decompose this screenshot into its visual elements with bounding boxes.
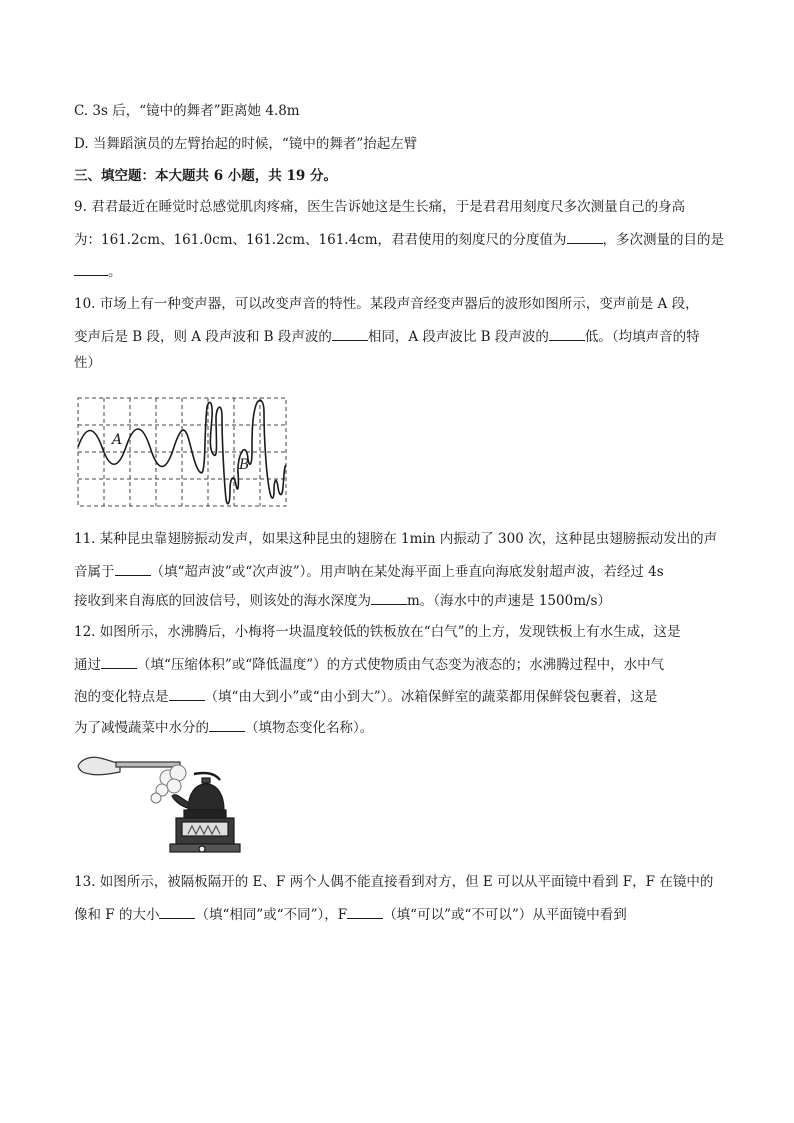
q12-text-e: 为了减慢蔬菜中水分的 — [74, 720, 209, 736]
q13-text-b: （填“相同”或“不同”），F — [195, 907, 348, 923]
q11-text-b: （填“超声波”或“次声波”）。用声呐在某处海平面上垂直向海底发射超声波，若经过 4s — [150, 564, 664, 580]
q13-line2 — [74, 905, 627, 924]
q10-blank-1[interactable] — [332, 327, 368, 341]
q12-blank-3[interactable] — [209, 718, 245, 732]
q11-text-d: m。（海水中的声速是 1500m/s） — [407, 593, 611, 609]
q11-blank-1[interactable] — [115, 562, 151, 576]
q12-text-f: （填物态变化名称）。 — [245, 720, 374, 736]
q9-line3 — [74, 262, 122, 281]
q12-line2 — [74, 655, 664, 674]
option-d: D. 当舞蹈演员的左臂抬起的时候，“镜中的舞者”抬起左臂 — [74, 136, 418, 152]
q12-text-c: 泡的变化特点是 — [74, 689, 169, 705]
q12-blank-1[interactable] — [101, 655, 137, 669]
q12-line3 — [74, 687, 657, 706]
q11-line2 — [74, 562, 664, 581]
kettle-figure — [76, 752, 248, 860]
q9-text-b: ，多次测量的目的是 — [602, 232, 725, 248]
q12-line4 — [74, 718, 373, 737]
q11-text-a: 音属于 — [74, 564, 115, 580]
q9-line1: 9. 君君最近在睡觉时总感觉肌肉疼痛，医生告诉她这是生长痛，于是君君用刻度尺多次测量自己的身高 — [74, 199, 686, 215]
q11-text-c: 接收到来自海底的回波信号，则该处的海水深度为 — [74, 593, 371, 609]
q9-blank-1[interactable] — [567, 230, 603, 244]
q10-text-c: 低。（均填声音的特 — [584, 329, 700, 345]
q11-line1: 11. 某种昆虫靠翅膀振动发声，如果这种昆虫的翅膀在 1min 内振动了 300 次，这种昆虫翅膀振动发出的声 — [74, 531, 718, 547]
q13-line1: 13. 如图所示，被隔板隔开的 E、F 两个人偶不能直接看到对方，但 E 可以从平面镜中看到 F，F 在镜中的 — [74, 874, 714, 890]
wave-b-label: B — [239, 457, 250, 473]
q13-blank-1[interactable] — [159, 905, 195, 919]
q10-line3: 性） — [74, 355, 101, 371]
q12-text-a: 通过 — [74, 657, 101, 673]
q12-text-d: （填“由大到小”或“由小到大”）。冰箱保鲜室的蔬菜都用保鲜袋包裹着，这是 — [204, 689, 658, 705]
q11-line3 — [74, 591, 611, 610]
q10-text-a: 变声后是 B 段，则 A 段声波和 B 段声波的 — [74, 329, 332, 345]
q9-line2 — [74, 230, 724, 249]
q10-line1: 10. 市场上有一种变声器，可以改变声音的特性。某段声音经变声器后的波形如图所示，变声前是 A 段， — [74, 296, 699, 312]
q12-text-b: （填“压缩体积”或“降低温度”）的方式使物质由气态变为液态的；水沸腾过程中，水中气 — [137, 657, 665, 673]
q10-line2 — [74, 327, 700, 346]
q13-text-c: （填“可以”或“不可以”）从平面镜中看到 — [383, 907, 627, 923]
q9-text-c: 。 — [108, 264, 122, 280]
wave-a — [78, 429, 202, 473]
wave-a-label: A — [112, 432, 123, 448]
q11-blank-2[interactable] — [371, 591, 407, 605]
q10-blank-2[interactable] — [549, 327, 585, 341]
q12-line1: 12. 如图所示，水沸腾后，小梅将一块温度较低的铁板放在“白气”的上方，发现铁板上有水生成，这是 — [74, 624, 681, 640]
option-c: C. 3s 后，“镜中的舞者”距离她 4.8m — [74, 103, 300, 119]
q13-text-a: 像和 F 的大小 — [74, 907, 160, 923]
waveform-grid — [78, 398, 286, 506]
q10-text-b: 相同，A 段声波比 B 段声波的 — [367, 329, 549, 345]
stove — [170, 818, 240, 852]
q9-text-a: 为：161.2cm、161.0cm、161.2cm、161.4cm，君君使用的刻度尺的分度值为 — [74, 232, 567, 248]
q13-blank-2[interactable] — [347, 905, 383, 919]
waveform-figure — [76, 395, 290, 510]
q12-blank-2[interactable] — [169, 687, 205, 701]
q9-blank-2[interactable] — [74, 262, 108, 276]
section-heading: 三、填空题：本大题共 6 小题，共 19 分。 — [74, 168, 337, 184]
